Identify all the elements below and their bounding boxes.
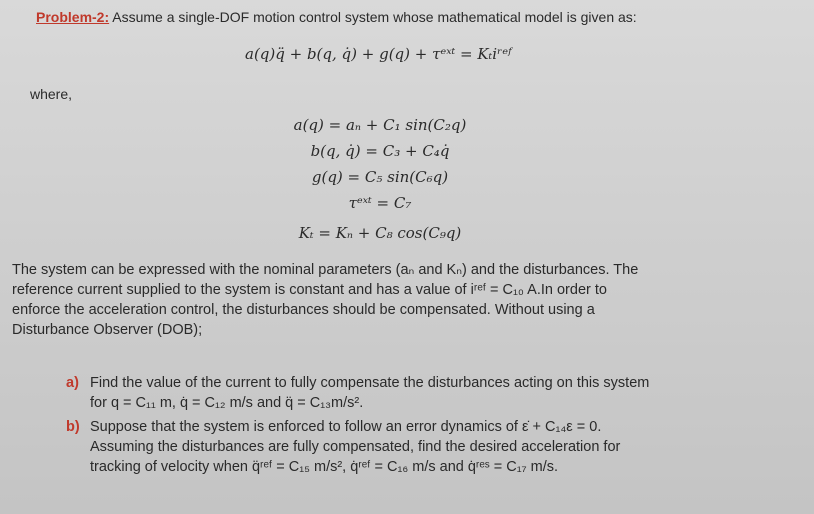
definition-kt: Kₜ = Kₙ + C₈ cos(C₉q) <box>298 224 462 242</box>
question-a <box>66 373 766 413</box>
paragraph-line: reference current supplied to the system is constant and has a value of iʳᵉᶠ = C₁₀ A.In order to <box>12 282 607 298</box>
question-a-line: Find the value of the current to fully compensate the disturbances acting on this system <box>90 375 650 391</box>
definition-tau: τᵉˣᵗ = C₇ <box>348 194 412 212</box>
question-b-tag: b) <box>66 419 80 435</box>
problem-header <box>36 9 637 25</box>
question-b-line: tracking of velocity when q̈ʳᵉᶠ = C₁₅ m/s², q̇ʳᵉᶠ = C₁₆ m/s and q̇ʳᵉˢ = C₁₇ m/s. <box>90 459 559 475</box>
question-b-line: Suppose that the system is enforced to follow an error dynamics of ε̇ + C₁₄ε = 0. <box>90 419 602 435</box>
problem-paragraph <box>12 260 752 340</box>
question-b <box>66 417 766 477</box>
definition-g: g(q) = C₅ sin(C₆q) <box>311 168 449 186</box>
main-equation: a(q)q̈ + b(q, q̇) + g(q) + τᵉˣᵗ = Kₜiʳᵉᶠ <box>245 45 512 63</box>
paragraph-line: The system can be expressed with the nominal parameters (aₙ and Kₙ) and the disturbances. The <box>12 262 639 278</box>
question-a-line: for q = C₁₁ m, q̇ = C₁₂ m/s and q̈ = C₁₃m/s². <box>90 395 364 411</box>
definition-a: a(q) = aₙ + C₁ sin(C₂q) <box>293 116 467 134</box>
paragraph-line: enforce the acceleration control, the disturbances should be compensated. Without using a <box>12 302 595 318</box>
question-b-line: Assuming the disturbances are fully compensated, find the desired acceleration for <box>90 439 621 455</box>
where-label: where, <box>30 86 73 102</box>
paragraph-line: Disturbance Observer (DOB); <box>12 322 203 338</box>
problem-intro: Assume a single-DOF motion control system whose mathematical model is given as: <box>109 9 637 25</box>
question-a-tag: a) <box>66 375 79 391</box>
problem-label: Problem-2: <box>36 9 110 25</box>
definition-b: b(q, q̇) = C₃ + C₄q̇ <box>310 142 450 160</box>
